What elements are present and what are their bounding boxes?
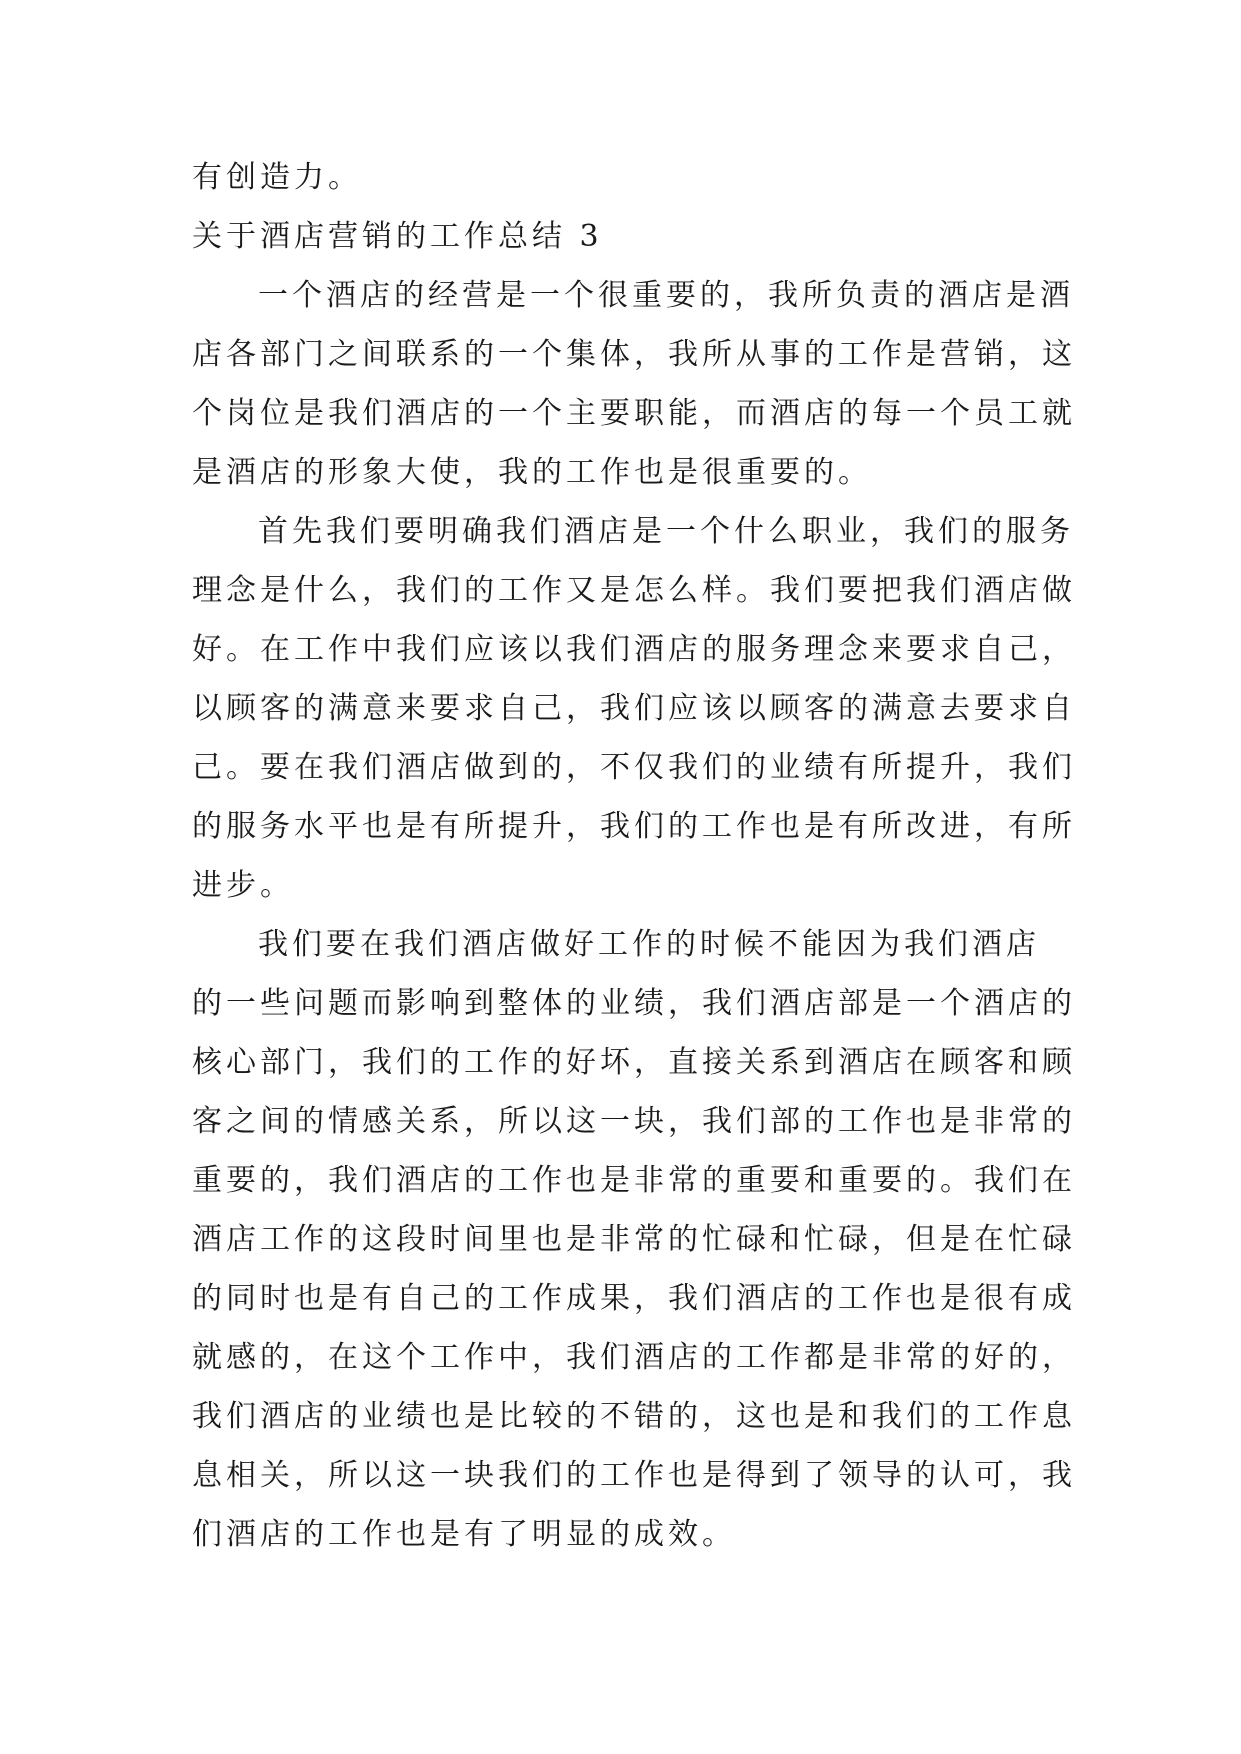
paragraph-3-line-5: 重要的，我们酒店的工作也是非常的重要和重要的。我们在 [192,1163,1076,1198]
paragraph-2-line-5: 己。要在我们酒店做到的，不仅我们的业绩有所提升，我们 [192,750,1076,785]
paragraph-3-line-6: 酒店工作的这段时间里也是非常的忙碌和忙碌，但是在忙碌 [192,1222,1076,1257]
paragraph-3-line-2: 的一些问题而影响到整体的业绩，我们酒店部是一个酒店的 [192,986,1076,1021]
paragraph-1-line-4: 是酒店的形象大使，我的工作也是很重要的。 [192,455,872,490]
paragraph-2-line-4: 以顾客的满意来要求自己，我们应该以顾客的满意去要求自 [192,691,1076,726]
paragraph-2-line-3: 好。在工作中我们应该以我们酒店的服务理念来要求自己， [192,632,1076,667]
paragraph-3-line-4: 客之间的情感关系，所以这一块，我们部的工作也是非常的 [192,1104,1076,1139]
paragraph-2-line-6: 的服务水平也是有所提升，我们的工作也是有所改进，有所 [192,809,1076,844]
paragraph-3-line-9: 我们酒店的业绩也是比较的不错的，这也是和我们的工作息 [192,1399,1076,1434]
paragraph-2-line-2: 理念是什么，我们的工作又是怎么样。我们要把我们酒店做 [192,573,1076,608]
paragraph-3-line-3: 核心部门，我们的工作的好坏，直接关系到酒店在顾客和顾 [192,1045,1076,1080]
paragraph-1-line-2: 店各部门之间联系的一个集体，我所从事的工作是营销，这 [192,337,1076,372]
section-heading: 关于酒店营销的工作总结 3 [192,219,603,254]
paragraph-3-line-7: 的同时也是有自己的工作成果，我们酒店的工作也是很有成 [192,1281,1076,1316]
paragraph-2-line-7: 进步。 [192,868,294,903]
paragraph-end-line: 有创造力。 [192,160,362,195]
document-body [192,148,1076,1564]
paragraph-1-line-3: 个岗位是我们酒店的一个主要职能，而酒店的每一个员工就 [192,396,1076,431]
paragraph-3-line-11: 们酒店的工作也是有了明显的成效。 [192,1517,736,1552]
paragraph-3-line-8: 就感的，在这个工作中，我们酒店的工作都是非常的好的， [192,1340,1076,1375]
paragraph-2-line-1: 首先我们要明确我们酒店是一个什么职业，我们的服务 [258,514,1074,549]
paragraph-1-line-1: 一个酒店的经营是一个很重要的，我所负责的酒店是酒 [258,278,1074,313]
paragraph-3-line-1: 我们要在我们酒店做好工作的时候不能因为我们酒店 [258,927,1040,962]
paragraph-3-line-10: 息相关，所以这一块我们的工作也是得到了领导的认可，我 [192,1458,1076,1493]
